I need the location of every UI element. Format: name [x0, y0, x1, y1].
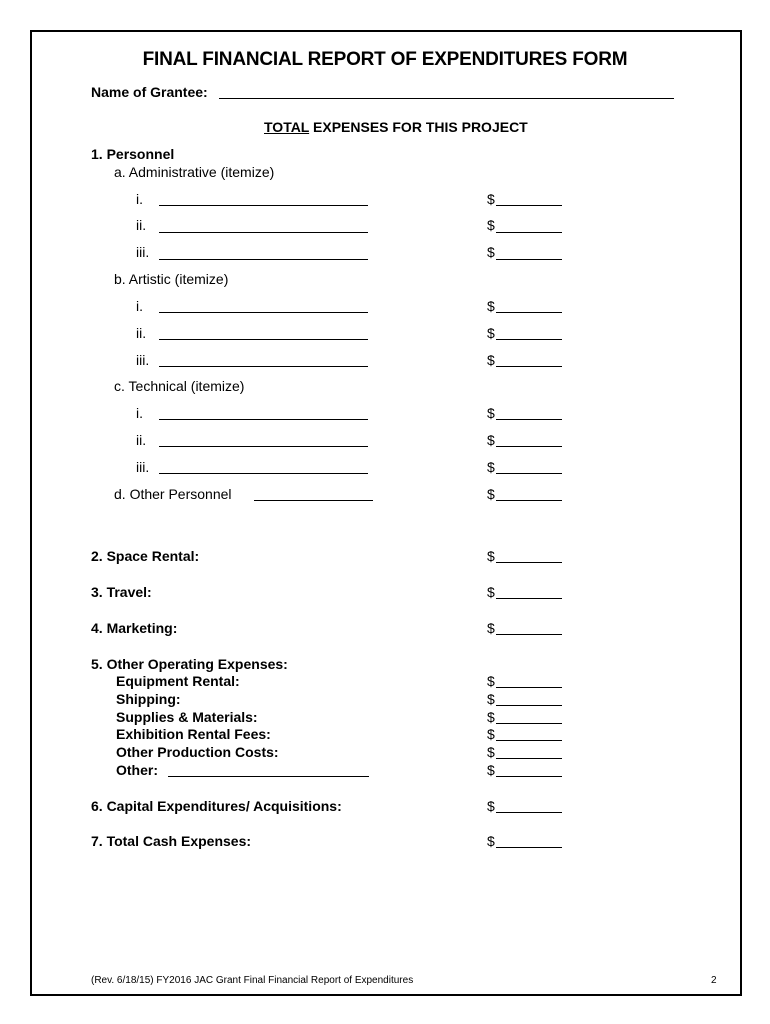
artistic-row-i-field[interactable]: [159, 312, 368, 313]
capital-expenditures-label: 6. Capital Expenditures/ Acquisitions:: [91, 798, 342, 814]
shipping-label: Shipping:: [116, 691, 181, 707]
technical-row-ii-amount[interactable]: [496, 446, 562, 447]
marketing-dollar: $: [487, 620, 495, 636]
exhibition-dollar: $: [487, 726, 495, 742]
travel-dollar: $: [487, 584, 495, 600]
technical-row-i-amount[interactable]: [496, 419, 562, 420]
artistic-row-i-dollar: $: [487, 298, 495, 314]
technical-row-iii-amount[interactable]: [496, 473, 562, 474]
supplies-dollar: $: [487, 709, 495, 725]
technical-row-ii-field[interactable]: [159, 446, 368, 447]
other-production-dollar: $: [487, 744, 495, 760]
admin-row-iii-dollar: $: [487, 244, 495, 260]
space-rental-dollar: $: [487, 548, 495, 564]
technical-row-i-dollar: $: [487, 405, 495, 421]
total-cash-label: 7. Total Cash Expenses:: [91, 833, 252, 849]
artistic-row-i-amount[interactable]: [496, 312, 562, 313]
capital-expenditures-dollar: $: [487, 798, 495, 814]
space-rental-label: 2. Space Rental:: [91, 548, 200, 564]
equipment-rental-dollar: $: [487, 673, 495, 689]
artistic-row-ii-field[interactable]: [159, 339, 368, 340]
supplies-label: Supplies & Materials:: [116, 709, 258, 725]
equipment-rental-amount[interactable]: [496, 687, 562, 688]
admin-row-ii-field[interactable]: [159, 232, 368, 233]
technical-row-i-field[interactable]: [159, 419, 368, 420]
other-expense-field[interactable]: [168, 776, 369, 777]
other-expense-amount[interactable]: [496, 776, 562, 777]
exhibition-label: Exhibition Rental Fees:: [116, 726, 271, 742]
admin-row-iii-amount[interactable]: [496, 259, 562, 260]
total-expenses-heading: [264, 119, 528, 135]
admin-row-iii-label: iii.: [136, 244, 150, 260]
page-number: 2: [711, 975, 717, 986]
shipping-amount[interactable]: [496, 705, 562, 706]
admin-row-i-dollar: $: [487, 191, 495, 207]
grantee-field[interactable]: [219, 98, 674, 99]
travel-label: 3. Travel:: [91, 584, 152, 600]
capital-expenditures-amount[interactable]: [496, 812, 562, 813]
technical-row-iii-field[interactable]: [159, 473, 368, 474]
other-production-amount[interactable]: [496, 758, 562, 759]
footer-text: (Rev. 6/18/15) FY2016 JAC Grant Final Financial Report of Expenditures: [91, 975, 414, 986]
other-production-label: Other Production Costs:: [116, 744, 279, 760]
supplies-amount[interactable]: [496, 723, 562, 724]
marketing-amount[interactable]: [496, 634, 562, 635]
artistic-row-iii-field[interactable]: [159, 366, 368, 367]
other-personnel-field[interactable]: [254, 500, 373, 501]
artistic-label: b. Artistic (itemize): [114, 271, 229, 287]
other-expense-dollar: $: [487, 762, 495, 778]
artistic-row-i-label: i.: [136, 298, 143, 314]
other-operating-heading: 5. Other Operating Expenses:: [91, 656, 288, 672]
technical-row-ii-label: ii.: [136, 432, 147, 448]
admin-row-iii-field[interactable]: [159, 259, 368, 260]
exhibition-amount[interactable]: [496, 740, 562, 741]
other-personnel-label: d. Other Personnel: [114, 486, 232, 502]
form-title: FINAL FINANCIAL REPORT OF EXPENDITURES FORM: [142, 49, 628, 70]
technical-row-iii-dollar: $: [487, 459, 495, 475]
administrative-label: a. Administrative (itemize): [114, 164, 275, 180]
equipment-rental-label: Equipment Rental:: [116, 673, 240, 689]
grantee-label: Name of Grantee:: [91, 84, 208, 100]
admin-row-ii-amount[interactable]: [496, 232, 562, 233]
artistic-row-ii-dollar: $: [487, 325, 495, 341]
admin-row-ii-dollar: $: [487, 217, 495, 233]
total-cash-amount[interactable]: [496, 847, 562, 848]
travel-amount[interactable]: [496, 598, 562, 599]
shipping-dollar: $: [487, 691, 495, 707]
admin-row-ii-label: ii.: [136, 217, 147, 233]
total-underlined: TOTAL: [264, 119, 310, 135]
other-personnel-dollar: $: [487, 486, 495, 502]
technical-row-iii-label: iii.: [136, 459, 150, 475]
admin-row-i-label: i.: [136, 191, 143, 207]
technical-row-ii-dollar: $: [487, 432, 495, 448]
admin-row-i-amount[interactable]: [496, 205, 562, 206]
admin-row-i-field[interactable]: [159, 205, 368, 206]
artistic-row-iii-amount[interactable]: [496, 366, 562, 367]
artistic-row-iii-label: iii.: [136, 352, 150, 368]
technical-row-i-label: i.: [136, 405, 143, 421]
artistic-row-iii-dollar: $: [487, 352, 495, 368]
personnel-heading: 1. Personnel: [91, 146, 175, 162]
space-rental-amount[interactable]: [496, 562, 562, 563]
other-expense-label: Other:: [116, 762, 158, 778]
other-personnel-amount[interactable]: [496, 500, 562, 501]
artistic-row-ii-label: ii.: [136, 325, 147, 341]
artistic-row-ii-amount[interactable]: [496, 339, 562, 340]
marketing-label: 4. Marketing:: [91, 620, 178, 636]
total-cash-dollar: $: [487, 833, 495, 849]
technical-label: c. Technical (itemize): [114, 378, 245, 394]
total-heading-rest: EXPENSES FOR THIS PROJECT: [309, 119, 528, 135]
